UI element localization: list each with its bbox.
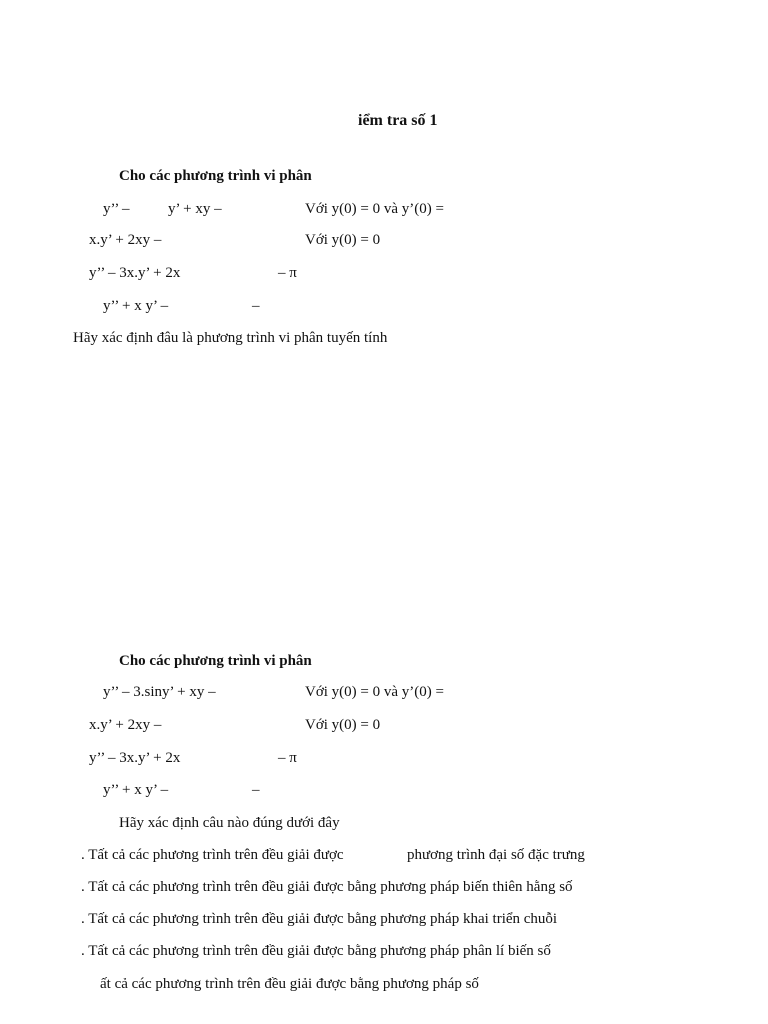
q1-eq3-lhs: y’’ – 3x.y’ + 2x	[89, 265, 181, 281]
q2-option-2: . Tất cả các phương trình trên đều giải được bằng phương pháp biến thiên hằng số	[81, 879, 573, 895]
q1-intro: Cho các phương trình vi phân	[119, 168, 312, 184]
page-title: iểm tra số 1	[358, 112, 438, 129]
q2-question: Hãy xác định câu nào đúng dưới đây	[119, 815, 340, 831]
q2-eq4-lhs: y’’ + x y’ –	[103, 782, 169, 798]
q1-eq2-lhs: x.y’ + 2xy –	[89, 232, 162, 248]
q2-option-1-tail: phương trình đại số đặc trưng	[407, 847, 585, 863]
q2-eq1-condition: Với y(0) = 0 và y’(0) =	[305, 684, 444, 700]
q2-intro: Cho các phương trình vi phân	[119, 653, 312, 669]
q2-option-5: ất cả các phương trình trên đều giải được bằng phương pháp số	[100, 976, 479, 992]
q1-eq4-lhs: y’’ + x y’ –	[103, 298, 169, 314]
q1-question: Hãy xác định đâu là phương trình vi phân tuyến tính	[73, 330, 388, 346]
q1-eq1-mid: y’ + xy –	[168, 201, 222, 217]
q2-option-3: . Tất cả các phương trình trên đều giải được bằng phương pháp khai triển chuỗi	[81, 911, 558, 927]
q2-option-1: . Tất cả các phương trình trên đều giải được	[81, 847, 344, 863]
q2-eq2-lhs: x.y’ + 2xy –	[89, 717, 162, 733]
q2-eq4-rhs: –	[252, 782, 260, 798]
q1-eq1-lhs: y’’ –	[103, 201, 130, 217]
q1-eq4-rhs: –	[252, 298, 260, 314]
q1-eq2-condition: Với y(0) = 0	[305, 232, 381, 248]
q1-eq1-condition: Với y(0) = 0 và y’(0) =	[305, 201, 444, 217]
q2-eq1-lhs: y’’ – 3.siny’ + xy –	[103, 684, 216, 700]
q2-eq3-rhs: – π	[278, 750, 297, 766]
q2-eq2-condition: Với y(0) = 0	[305, 717, 381, 733]
q2-option-4: . Tất cả các phương trình trên đều giải được bằng phương pháp phân lí biến số	[81, 943, 551, 959]
q2-eq3-lhs: y’’ – 3x.y’ + 2x	[89, 750, 181, 766]
q1-eq3-rhs: – π	[278, 265, 297, 281]
